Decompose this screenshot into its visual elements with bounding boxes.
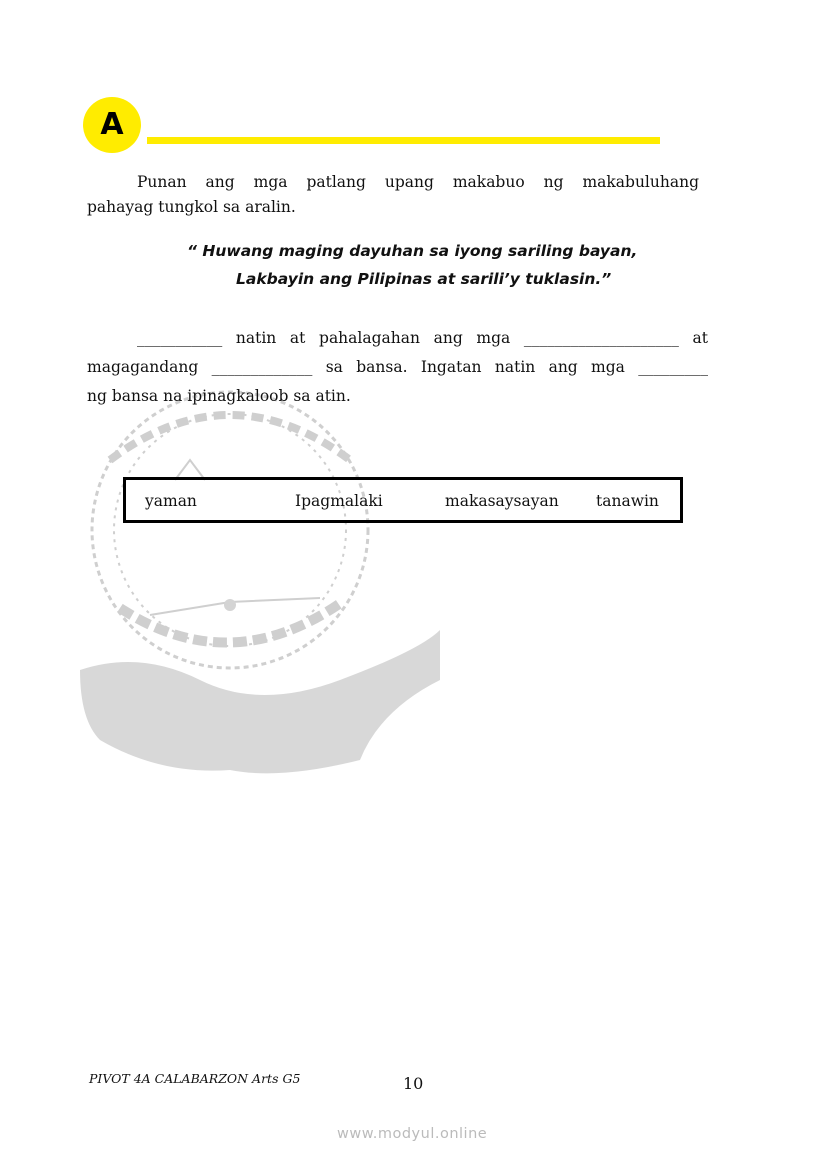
faded-seal-watermark bbox=[80, 380, 450, 780]
word-bank-item: yaman bbox=[145, 492, 197, 510]
instructions-line-1: Punan ang mga patlang upang makabuo ng makabuluhang bbox=[137, 173, 699, 191]
word-bank-item: tanawin bbox=[596, 492, 659, 510]
word-bank-box bbox=[123, 477, 683, 523]
passage-line-3: ng bansa na ipinagkaloob sa atin. bbox=[87, 387, 351, 405]
section-title-line bbox=[147, 137, 660, 144]
passage-line-1: ___________ natin at pahalagahan ang mga ____________________ at bbox=[137, 329, 708, 347]
quote-line-1: “ Huwang maging dayuhan sa iyong sariling bayan, bbox=[187, 242, 638, 260]
instructions-line-2: pahayag tungkol sa aralin. bbox=[87, 198, 296, 216]
footer-source: PIVOT 4A CALABARZON Arts G5 bbox=[89, 1071, 301, 1086]
page-number: 10 bbox=[403, 1074, 424, 1093]
quote-line-2: Lakbayin ang Pilipinas at sarili’y tuklasin.” bbox=[236, 270, 612, 288]
fill-in-passage bbox=[87, 324, 708, 411]
instructions bbox=[87, 170, 699, 220]
passage-line-2: magagandang _____________ sa bansa. Ingatan natin ang mga _________ bbox=[87, 358, 708, 376]
section-letter: A bbox=[100, 106, 124, 142]
site-watermark: www.modyul.online bbox=[337, 1126, 488, 1142]
word-bank-item: makasaysayan bbox=[445, 492, 559, 510]
section-badge bbox=[83, 97, 141, 153]
word-bank-item: Ipagmalaki bbox=[295, 492, 383, 510]
